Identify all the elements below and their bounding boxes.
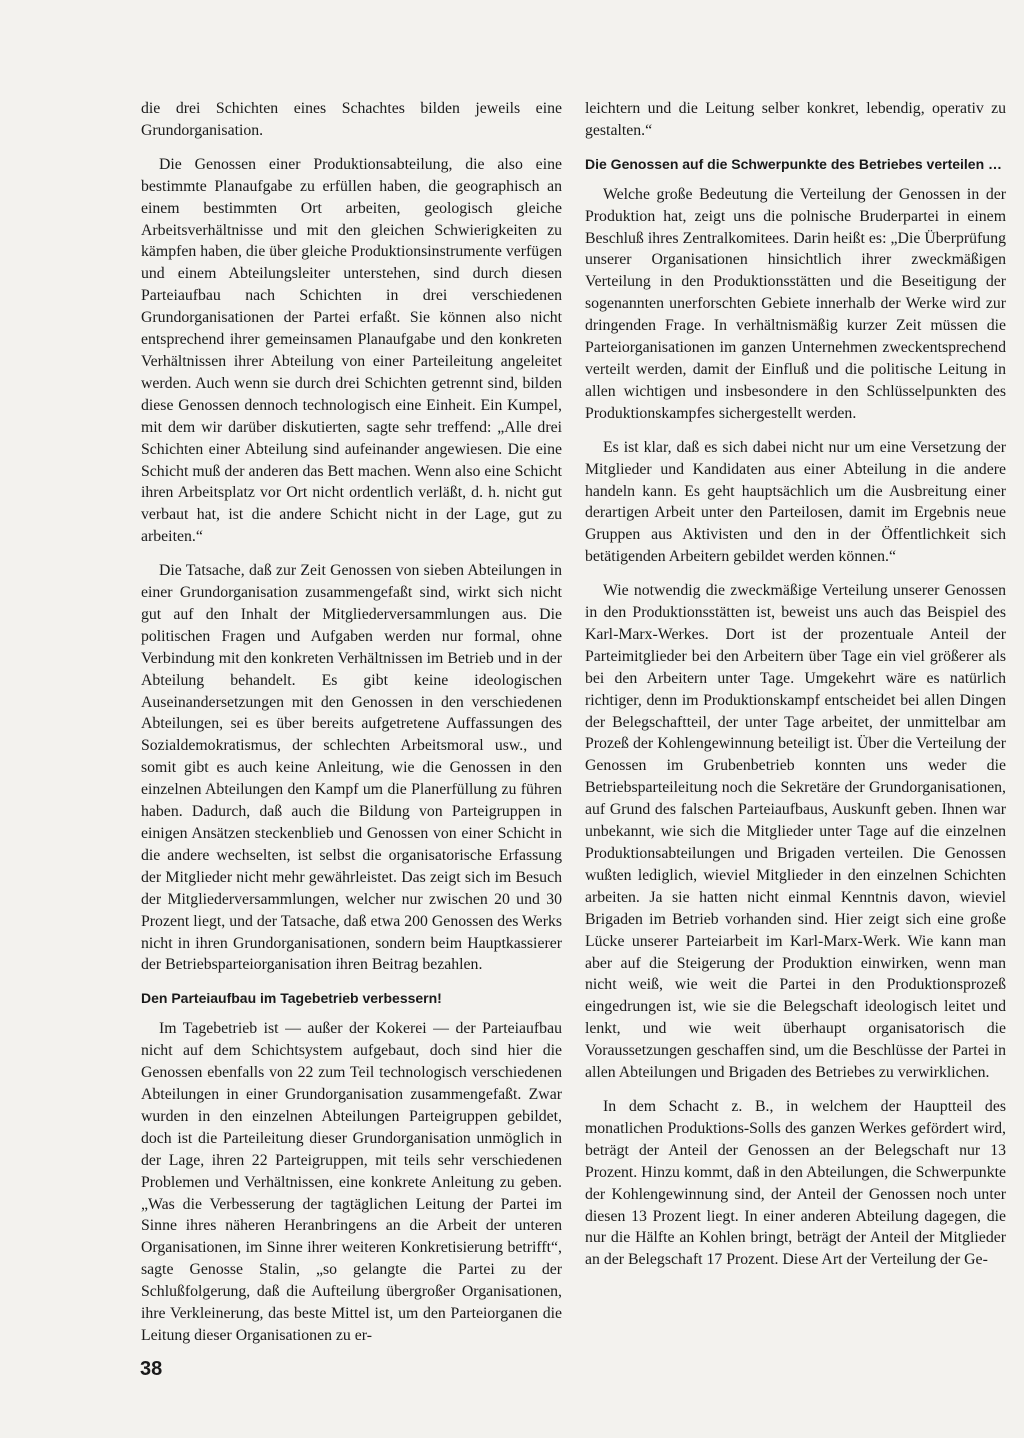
paragraph: die drei Schichten eines Schachtes bilden jeweils eine Grundorganisation.	[141, 100, 562, 139]
paragraph: leichtern und die Leitung selber konkret, lebendig, operativ zu gestalten.“	[585, 100, 1006, 139]
page-number: 38	[140, 1358, 163, 1380]
paragraph: Im Tagebetrieb ist — außer der Kokerei — der Parteiaufbau nicht auf dem Schichtsystem aufgebaut, doch sind hier die Genossen ebenfalls von 22 zum Teil technologisch verschiedenen Abteilungen in einer Grundorganisation zusammengefaßt. Zwar wurden in den einzelnen Abteilungen Parteigruppen gebildet, doch ist die Parteileitung dieser Grundorganisation unmöglich in der Lage, ihren 22 Parteigruppen, mit teils sehr verschiedenen Problemen und Verhältnissen, eine konkrete Anleitung zu geben. „Was die Verbesserung der tagtäglichen Leitung der Partei im Sinne ihres näheren Heranbringens an die Arbeit der unteren Organisationen, im Sinne ihrer weiteren Konkretisierung betrifft“, sagte Genosse Stalin, „so gelangte die Partei zu der Schlußfolgerung, daß die Aufteilung übergroßer Organisationen, ihre Verkleinerung, das beste Mittel ist, um den Parteiorganen die Leitung dieser Organisationen zu er-	[141, 1020, 562, 1344]
paragraph: Die Genossen einer Produktionsabteilung, die also eine bestimmte Planaufgabe zu erfüllen haben, die geographisch an einem bestimmten Ort arbeiten, geologisch gleiche Arbeitsverhältnisse und mit den gleichen Schwierigkeiten zu kämpfen haben, die über gleiche Produktionsinstrumente verfügen und einem Abteilungsleiter unterstehen, sind durch diesen Parteiaufbau nach Schichten in drei verschiedenen Grundorganisationen der Partei erfaßt. Sie können also nicht entsprechend ihrer gemeinsamen Planaufgabe und den konkreten Verhältnissen ihrer Abteilung von einer Parteileitung angeleitet werden. Auch wenn sie durch drei Schichten getrennt sind, bilden diese Genossen dennoch technologisch eine Einheit. Ein Kumpel, mit dem wir darüber diskutierten, sagte sehr treffend: „Alle drei Schichten einer Abteilung sind aufeinander angewiesen. Die eine Schicht muß der anderen das Bett machen. Wenn also eine Schicht ihren Arbeitsplatz vor Ort nicht ordentlich verläßt, d. h. nicht gut verbaut hat, ist die andere Schicht nicht in der Lage, gut zu arbeiten.“	[141, 155, 562, 546]
section-heading: Die Genossen auf die Schwerpunkte des Betriebes verteilen …	[585, 155, 1003, 172]
paragraph: Es ist klar, daß es sich dabei nicht nur um eine Versetzung der Mitglieder und Kandidaten aus einer Abteilung in die andere handeln kann. Es geht hauptsächlich um die Ausbreitung einer derartigen Arbeit unter den Parteilosen, damit im Ergebnis neue Gruppen aus Aktivisten und den in der Öffentlichkeit sich betätigenden Arbeitern gebildet werden können.“	[585, 438, 1006, 566]
left-column	[141, 98, 562, 1359]
paragraph: Die Tatsache, daß zur Zeit Genossen von sieben Abteilungen in einer Grundorganisation zusammengefaßt sind, wirkt sich nicht gut auf den Inhalt der Mitgliederversammlungen aus. Die politischen Fragen und Aufgaben werden nur formal, ohne Verbindung mit den konkreten Verhältnissen im Betrieb und in der Abteilung behandelt. Es gibt keine ideologischen Auseinandersetzungen mit den Genossen in den verschiedenen Abteilungen, sei es über bereits aufgetretene Auffassungen des Sozialdemokratismus, der schlechten Arbeitsmoral usw., und somit gibt es auch keine Anleitung, wie die Genossen in den einzelnen Abteilungen den Kampf um die Planerfüllung zu führen haben. Dadurch, daß auch die Bildung von Parteigruppen in einigen Ansätzen steckenblieb und Genossen von einer Schicht in die andere wechselten, ist selbst die organisatorische Erfassung der Mitglieder nicht mehr gewährleistet. Das zeigt sich im Besuch der Mitgliederversammlungen, welcher nur zwischen 20 und 30 Prozent liegt, und der Tatsache, daß etwa 200 Genossen des Werks nicht in ihren Grundorganisationen, sondern beim Hauptkassierer der Betriebsparteiorganisation ihren Beitrag bezahlen.	[141, 562, 562, 974]
section-heading: Den Parteiaufbau im Tagebetrieb verbessern!	[141, 990, 442, 1007]
paragraph: Welche große Bedeutung die Verteilung der Genossen in der Produktion hat, zeigt uns die polnische Bruderpartei in einem Beschluß ihres Zentralkomitees. Darin heißt es: „Die Überprüfung unserer Organisationen hinsichtlich ihrer zweckmäßigen Verteilung in den Produktionsstätten und die Beseitigung der sogenannten unerforschten Gebiete innerhalb der Werke wird zur dringenden Frage. In verhältnismäßig kurzer Zeit müssen die Parteiorganisationen im ganzen Unternehmen zweckentsprechend verteilt werden, damit der Einfluß und die politische Leitung in allen wichtigen und insbesondere in den Schlüsselpunkten des Produktionskampfes sichergestellt werden.	[585, 185, 1006, 422]
right-column	[585, 98, 1006, 1283]
paragraph: Wie notwendig die zweckmäßige Verteilung unserer Genossen in den Produktionsstätten ist, beweist uns auch das Beispiel des Karl-Marx-Werkes. Dort ist der prozentuale Anteil der Parteimitglieder bei den Arbeitern über Tage ein viel größerer als bei den Arbeitern unter Tage. Umgekehrt wäre es natürlich richtiger, denn im Produktionskampf entscheidet bei allen Dingen der Belegschaftteil, der unter Tage arbeitet, der unmittelbar am Prozeß der Kohlengewinnung beteiligt ist. Über die Verteilung der Genossen im Grubenbetrieb konnten uns weder die Betriebsparteileitung noch die Sekretäre der Grundorganisationen, auf Grund des falschen Parteiaufbaus, Auskunft geben. Ihnen war unbekannt, wie sich die Mitglieder unter Tage auf die einzelnen Produktionsabteilungen und Brigaden verteilen. Die Genossen wußten lediglich, wieviel Mitglieder in den einzelnen Schichten arbeiten. Ja sie hatten nicht einmal Kenntnis davon, wieviel Brigaden im Betrieb vorhanden sind. Hier zeigt sich eine große Lücke unserer Parteiarbeit im Karl-Marx-Werk. Wie kann man aber auf die Steigerung der Produktion einwirken, wenn man nicht weiß, wie weit die Partei in den Produktionsprozeß eingedrungen ist, wie sie die Belegschaft ideologisch leitet und lenkt, und wie weit überhaupt organisatorisch die Voraussetzungen geschaffen sind, um die Beschlüsse der Partei in allen Abteilungen und Brigaden des Betriebes zu verwirklichen.	[585, 582, 1006, 1082]
paragraph: In dem Schacht z. B., in welchem der Hauptteil des monatlichen Produktions-Solls des ganzen Werkes gefördert wird, beträgt der Anteil der Genossen an der Belegschaft nur 13 Prozent. Hinzu kommt, daß in den Abteilungen, die Schwerpunkte der Kohlengewinnung sind, der Anteil der Genossen noch unter diesen 13 Prozent liegt. In einer anderen Abteilung dagegen, die nur die Hälfte an Kohlen bringt, beträgt der Anteil der Mitglieder an der Belegschaft 17 Prozent. Diese Art der Verteilung der Ge-	[585, 1097, 1006, 1269]
